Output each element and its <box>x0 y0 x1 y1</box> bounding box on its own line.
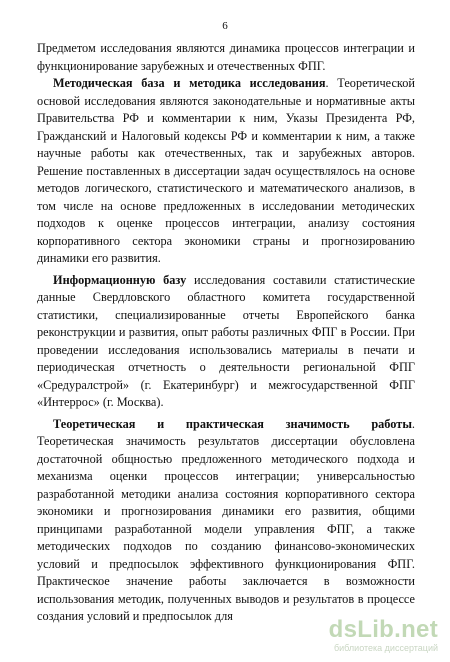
paragraph-text: . Теоретическая значимость результатов диссертации обусловлена достаточной общностью предложенного методического подхода и механизма оценки процессов интеграции; универсальностью разработанной методики анализа состояния корпоративного сектора экономики и прогнозирования динамики его развития, общими принципами разработанной модели управления ФПГ, а также методических подходов по созданию финансово-экономических условий и предпосылок эффективного функционирования ФПГ. Практическое значение работы заключается в возможности использования методик, полученных выводов и результатов в процессе создания условий и предпосылок для <box>37 416 415 623</box>
paragraph-text: Предметом исследования являются динамика процессов интеграции и функционирование зарубежных и отечественных ФПГ. <box>37 41 415 73</box>
paragraph-subject <box>37 40 415 75</box>
page-number: 6 <box>222 20 228 32</box>
paragraph-lead: Теоретическая и практическая значимость работы <box>53 416 412 431</box>
paragraph-lead: Информационную базу <box>53 272 187 287</box>
paragraph-information-base <box>37 272 415 412</box>
paragraph-text: исследования составили статистические данные Свердловского областного комитета государственной статистики, специализированные отчеты Европейского банка реконструкции и развития, опыт работы различных ФПГ в России. При проведении исследования использовались материалы в печати и периодическая отчетность о деятельности региональной ФПГ «Средуралстрой» (г. Екатеринбург) и межгосударственной ФПГ «Интеррос» (г. Москва). <box>37 272 416 409</box>
watermark-logo: dsLib.net <box>328 616 438 643</box>
paragraph-methodology <box>37 75 415 268</box>
watermark <box>310 616 438 654</box>
document-body <box>37 40 415 626</box>
paragraph-lead: Методическая база и методика исследования <box>53 76 326 90</box>
paragraph-significance <box>37 416 415 626</box>
paragraph-text: . Теоретической основой исследования являются законодательные и нормативные акты Правительства РФ и комментарии к ним, Указы Президента РФ, Гражданский и Налоговый кодексы РФ и комментарии к ним, а также научные работы как отечественных, так и зарубежных авторов. Решение поставленных в диссертации задач осуществлялось на основе методов логического, статистического и математического анализов, в том числе на основе предложенных в исследовании методических подходов к оценке процессов интеграции, анализу состояния корпоративного сектора экономики страны и прогнозированию динамики его развития. <box>37 76 415 265</box>
watermark-caption: библиотека диссертаций <box>333 643 438 653</box>
